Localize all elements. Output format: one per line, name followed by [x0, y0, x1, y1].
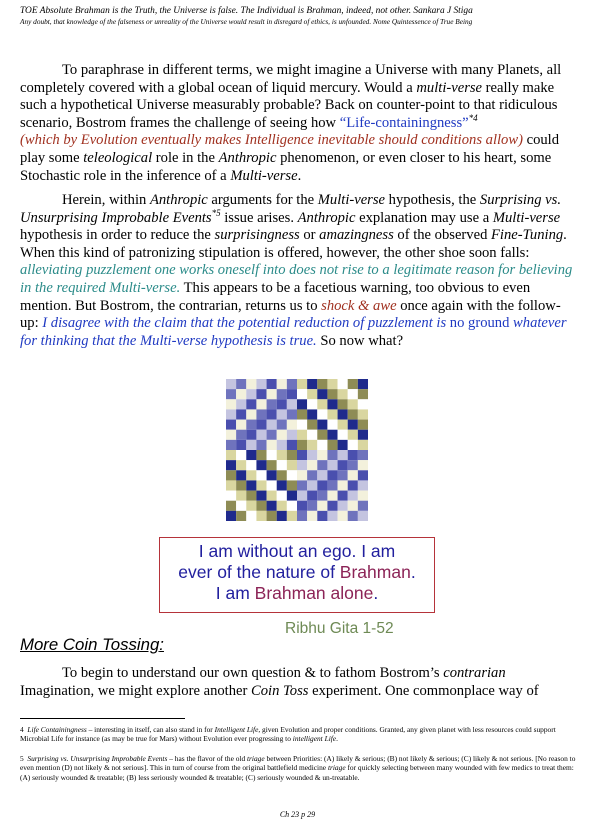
- pattern-tile: [287, 470, 297, 480]
- quote-line-3: I am Brahman alone.: [215, 583, 379, 603]
- pattern-tile: [297, 440, 307, 450]
- pattern-tile: [317, 420, 327, 430]
- pattern-tile: [236, 501, 246, 511]
- pattern-tile: [348, 399, 358, 409]
- pattern-tile: [338, 409, 348, 419]
- pattern-tile: [246, 389, 256, 399]
- pattern-tile: [236, 379, 246, 389]
- pattern-tile: [307, 409, 317, 419]
- pattern-tile: [317, 450, 327, 460]
- pattern-tile: [226, 379, 236, 389]
- pattern-tile: [297, 470, 307, 480]
- pattern-tile: [327, 480, 337, 490]
- pattern-tile: [358, 440, 368, 450]
- pattern-tile: [348, 379, 358, 389]
- pattern-tile: [226, 470, 236, 480]
- pattern-tile: [267, 409, 277, 419]
- pattern-tile: [317, 440, 327, 450]
- pattern-tile: [297, 379, 307, 389]
- pattern-tile: [338, 399, 348, 409]
- pattern-tile: [246, 491, 256, 501]
- pattern-tile: [307, 450, 317, 460]
- pattern-tile: [236, 450, 246, 460]
- quote-line-1: I am without an ego. I am: [198, 541, 396, 561]
- pattern-tile: [236, 440, 246, 450]
- pattern-tile: [358, 470, 368, 480]
- pattern-tile: [246, 501, 256, 511]
- pattern-tile: [256, 470, 266, 480]
- pattern-tile: [297, 409, 307, 419]
- pattern-tile: [256, 511, 266, 521]
- pattern-tile: [297, 501, 307, 511]
- pattern-tile: [246, 430, 256, 440]
- pattern-tile: [327, 430, 337, 440]
- mandala-pattern-image: [226, 377, 368, 523]
- pattern-tile: [246, 379, 256, 389]
- pattern-tile: [256, 430, 266, 440]
- pattern-tile: [256, 379, 266, 389]
- footnote-4: 4 Life Containingness – interesting in itself, can also stand in for Intelligent Life, given Evolution and proper conditions. Granted, any given planet with less resources could support Microbial Life for instance (as may be true for Mars) without Evolution ever progressing to intelligent Life.: [20, 725, 556, 744]
- pattern-tile: [307, 430, 317, 440]
- pattern-tile: [287, 450, 297, 460]
- pattern-tile: [307, 480, 317, 490]
- pattern-tile: [277, 430, 287, 440]
- pattern-tile: [358, 501, 368, 511]
- pattern-tile: [317, 399, 327, 409]
- pattern-tile: [358, 389, 368, 399]
- pattern-tile: [226, 511, 236, 521]
- pattern-tile: [338, 470, 348, 480]
- pattern-tile: [236, 491, 246, 501]
- pattern-tile: [338, 430, 348, 440]
- pattern-tile: [327, 389, 337, 399]
- pattern-tile: [287, 440, 297, 450]
- pattern-tile: [348, 430, 358, 440]
- pattern-tile: [317, 409, 327, 419]
- pattern-tile: [348, 389, 358, 399]
- pattern-tile: [226, 491, 236, 501]
- pattern-tile: [267, 491, 277, 501]
- pattern-tile: [236, 480, 246, 490]
- pattern-tile: [256, 460, 266, 470]
- pattern-tile: [327, 450, 337, 460]
- pattern-tile: [236, 409, 246, 419]
- section-heading: More Coin Tossing:: [20, 635, 164, 654]
- pattern-tile: [317, 480, 327, 490]
- pattern-tile: [287, 399, 297, 409]
- pattern-tile: [348, 480, 358, 490]
- pattern-tile: [358, 460, 368, 470]
- pattern-tile: [226, 450, 236, 460]
- header-line-2: Any doubt, that knowledge of the falseness or unreality of the Universe would result in disregard of ethics, is unfounded. Nome Quintessence of True Being: [20, 17, 473, 26]
- pattern-tile: [297, 480, 307, 490]
- pattern-tile: [358, 409, 368, 419]
- pattern-tile: [307, 470, 317, 480]
- header-line-1: TOE Absolute Brahman is the Truth, the Universe is false. The Individual is Brahman, indeed, not other. Sankara J Stiga: [20, 6, 473, 16]
- pattern-tile: [246, 420, 256, 430]
- pattern-tile: [287, 409, 297, 419]
- pattern-tile: [317, 379, 327, 389]
- pattern-tile: [327, 460, 337, 470]
- pattern-tile: [287, 430, 297, 440]
- pattern-tile: [246, 399, 256, 409]
- pattern-tile: [297, 450, 307, 460]
- pattern-tile: [256, 420, 266, 430]
- pattern-tile: [256, 389, 266, 399]
- pattern-tile: [307, 491, 317, 501]
- pattern-tile: [277, 399, 287, 409]
- pattern-tile: [277, 491, 287, 501]
- pattern-tile: [246, 511, 256, 521]
- pattern-tile: [277, 460, 287, 470]
- pattern-tile: [267, 501, 277, 511]
- pattern-tile: [307, 440, 317, 450]
- pattern-tile: [297, 511, 307, 521]
- life-containingness-term: “Life-containingness”: [339, 114, 469, 131]
- pattern-tile: [327, 379, 337, 389]
- pattern-tile: [246, 409, 256, 419]
- pattern-tile: [338, 460, 348, 470]
- pattern-tile: [358, 450, 368, 460]
- pattern-tile: [348, 460, 358, 470]
- pattern-tile: [236, 460, 246, 470]
- pattern-tile: [358, 511, 368, 521]
- pattern-tile: [246, 470, 256, 480]
- quote-attribution: Ribhu Gita 1-52: [285, 620, 394, 637]
- footnote-ref-4: *4: [468, 112, 478, 123]
- pattern-tile: [307, 399, 317, 409]
- quote-line-2: ever of the nature of Brahman.: [178, 562, 416, 582]
- pattern-tile: [226, 460, 236, 470]
- pattern-tile: [287, 379, 297, 389]
- pattern-tile: [317, 491, 327, 501]
- pattern-tile: [277, 379, 287, 389]
- pattern-tile: [358, 480, 368, 490]
- pattern-tile: [267, 440, 277, 450]
- pattern-tile: [297, 420, 307, 430]
- pattern-tile: [348, 440, 358, 450]
- pattern-tile: [246, 450, 256, 460]
- pattern-tile: [267, 430, 277, 440]
- pattern-tile: [277, 420, 287, 430]
- pattern-tile: [256, 440, 266, 450]
- pattern-tile: [256, 501, 266, 511]
- pattern-tile: [307, 501, 317, 511]
- pattern-tile: [287, 420, 297, 430]
- pattern-tile: [256, 409, 266, 419]
- pattern-tile: [246, 460, 256, 470]
- pattern-tile: [267, 511, 277, 521]
- pattern-tile: [226, 420, 236, 430]
- pattern-tile: [348, 420, 358, 430]
- pattern-tile: [236, 389, 246, 399]
- pattern-tile: [327, 470, 337, 480]
- pattern-tile: [317, 501, 327, 511]
- pattern-tile: [338, 420, 348, 430]
- pattern-tile: [277, 440, 287, 450]
- pattern-tile: [338, 501, 348, 511]
- pattern-tile: [246, 480, 256, 490]
- footnote-5: 5 Surprising vs. Unsurprising Improbable Events – has the flavor of the old triage between Priorities: (A) likely & serious; (B) not likely & serious; (C) likely & not serious. [No reason to even mention (D) not likely & not serious]. This in turn of course from the original battlefield medicine triage for quickly selecting between many wounded with few medics to treat them: (A) seriously wounded & treatable; (B) less seriously wounded & treatable; (C) seriously wounded & un-treatable.: [20, 754, 576, 782]
- pattern-tile: [277, 480, 287, 490]
- pattern-tile: [338, 440, 348, 450]
- quote-box: [159, 537, 435, 613]
- pattern-tile: [267, 450, 277, 460]
- pattern-tile: [307, 460, 317, 470]
- pattern-tile: [327, 420, 337, 430]
- pattern-tile: [277, 389, 287, 399]
- pattern-tile: [297, 491, 307, 501]
- pattern-tile: [338, 379, 348, 389]
- pattern-tile: [277, 511, 287, 521]
- paragraph-3: To begin to understand our own question & to fathom Bostrom’s contrarian Imagination, we might explore another Coin Toss experiment. One commonplace way of: [20, 665, 539, 699]
- pattern-tile: [236, 399, 246, 409]
- pattern-tile: [317, 470, 327, 480]
- pattern-tile: [297, 460, 307, 470]
- pattern-tile: [297, 430, 307, 440]
- pattern-tile: [287, 491, 297, 501]
- pattern-tile: [277, 409, 287, 419]
- pattern-tile: [327, 501, 337, 511]
- pattern-tile: [307, 379, 317, 389]
- pattern-tile: [327, 440, 337, 450]
- pattern-tile: [358, 399, 368, 409]
- pattern-tile: [317, 460, 327, 470]
- pattern-tile: [358, 491, 368, 501]
- pattern-tile: [307, 389, 317, 399]
- pattern-tile: [358, 379, 368, 389]
- pattern-tile: [348, 470, 358, 480]
- pattern-tile: [226, 480, 236, 490]
- pattern-tile: [327, 491, 337, 501]
- pattern-tile: [226, 409, 236, 419]
- pattern-tile: [226, 399, 236, 409]
- pattern-tile: [297, 399, 307, 409]
- pattern-tile: [246, 440, 256, 450]
- pattern-tile: [358, 420, 368, 430]
- pattern-tile: [348, 450, 358, 460]
- pattern-tile: [267, 379, 277, 389]
- pattern-tile: [297, 389, 307, 399]
- pattern-tile: [338, 389, 348, 399]
- pattern-tile: [256, 480, 266, 490]
- pattern-tile: [267, 399, 277, 409]
- pattern-tile: [256, 450, 266, 460]
- pattern-tile: [287, 501, 297, 511]
- pattern-tile: [287, 511, 297, 521]
- pattern-tile: [307, 511, 317, 521]
- pattern-tile: [236, 430, 246, 440]
- pattern-tile: [267, 420, 277, 430]
- pattern-tile: [327, 409, 337, 419]
- pattern-tile: [267, 460, 277, 470]
- footnote-ref-5: *5: [211, 207, 221, 218]
- paragraph-2: Herein, within Anthropic arguments for the Multi-verse hypothesis, the Surprising vs. Unsurprising Improbable Events$^{*5}$ issue arises. Anthropic explanation may use a Multi-verse hypothesis in order to reduce the surprisingness or amazingness of the observed Fine-Tuning. When this kind of patronizing stipulation is offered, however, the other shoe soon falls: alleviating puzzlement one works oneself into does not rise to a legitimate reason for believing in the required Multi-verse. This appears to be a facetious warning, too obvious to even mention. But Bostrom, the contrarian, returns us to shock & awe once again with the follow-up: I disagree with the claim that the potential reduction of puzzlement is no ground whatever for thinking that the Multi-verse hypothesis is true. So now what?: [20, 192, 573, 349]
- pattern-tile: [236, 420, 246, 430]
- pattern-tile: [338, 480, 348, 490]
- pattern-tile: [226, 389, 236, 399]
- pattern-tile: [338, 511, 348, 521]
- pattern-tile: [317, 430, 327, 440]
- pattern-tile: [287, 460, 297, 470]
- pattern-tile: [358, 430, 368, 440]
- pattern-tile: [287, 480, 297, 490]
- pattern-tile: [338, 491, 348, 501]
- footnote-divider: [20, 718, 185, 719]
- pattern-tile: [348, 491, 358, 501]
- pattern-tile: [277, 450, 287, 460]
- pattern-tile: [348, 501, 358, 511]
- pattern-tile: [277, 501, 287, 511]
- pattern-tile: [338, 450, 348, 460]
- pattern-tile: [256, 491, 266, 501]
- pattern-tile: [287, 389, 297, 399]
- pattern-tile: [327, 399, 337, 409]
- pattern-tile: [267, 480, 277, 490]
- pattern-tile: [348, 511, 358, 521]
- pattern-tile: [317, 389, 327, 399]
- pattern-tile: [236, 470, 246, 480]
- pattern-tile: [317, 511, 327, 521]
- pattern-tile: [236, 511, 246, 521]
- pattern-tile: [327, 511, 337, 521]
- pattern-tile: [256, 399, 266, 409]
- pattern-tile: [226, 440, 236, 450]
- pattern-tile: [226, 430, 236, 440]
- pattern-tile: [348, 409, 358, 419]
- pattern-tile: [267, 389, 277, 399]
- paragraph-1: To paraphrase in different terms, we might imagine a Universe with many Planets, all completely covered with a global ocean of liquid mercury. Would a multi-verse really make such a hypothetical Universe measurably probable? Back on counter-point to that ridiculous scenario, Bostrom frames the challenge of seeing how “Life-containingness”$^{*4}$ (which by Evolution eventually makes Intelligence inevitable should conditions allow) could play some teleological role in the Anthropic phenomenon, or even closer to his heart, some Stochastic role in the inference of a Multi-verse.: [20, 62, 562, 184]
- pattern-tile: [277, 470, 287, 480]
- pattern-tile: [267, 470, 277, 480]
- pattern-tile: [226, 501, 236, 511]
- pattern-tile: [307, 420, 317, 430]
- page-footer: Ch 23 p 29: [279, 810, 316, 819]
